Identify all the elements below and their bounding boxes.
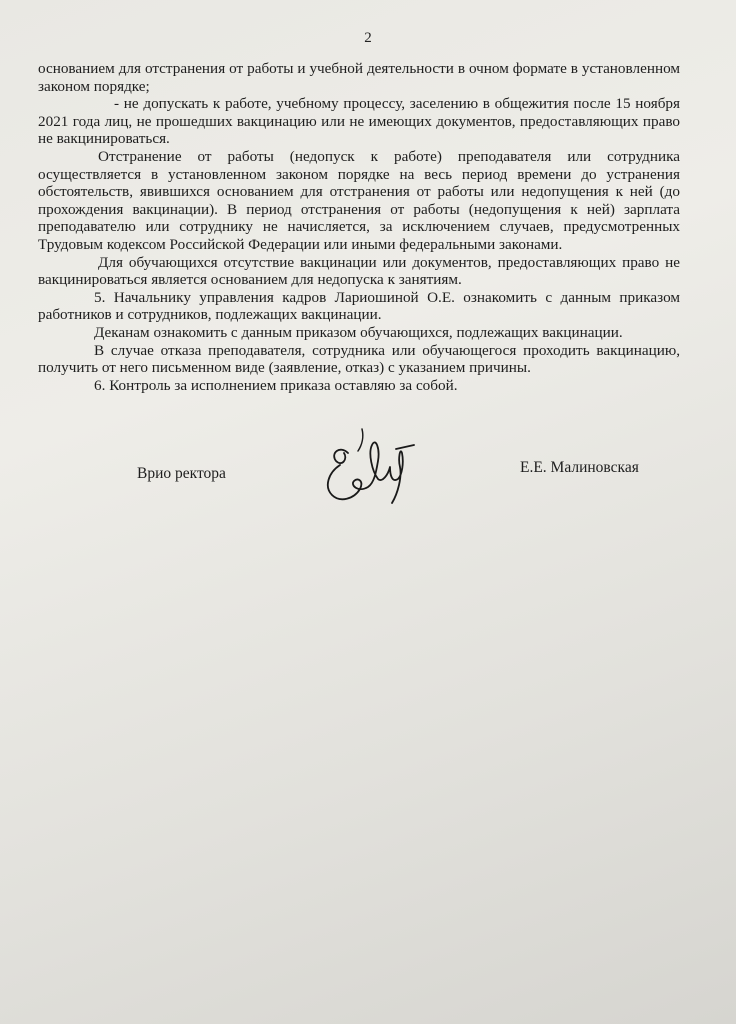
paragraph-deans: Деканам ознакомить с данным приказом обучающихся, подлежащих вакцинации. xyxy=(94,323,623,341)
paragraph-continuation: основанием для отстранения от работы и учебной деятельности в очном формате в установленном законом порядке; xyxy=(38,60,680,95)
paragraph-refusal: В случае отказа преподавателя, сотрудника или обучающегося проходить вакцинацию, получить от него письменном виде (заявление, отказ) с указанием причины. xyxy=(38,341,680,377)
paragraph-dash-item: - не допускать к работе, учебному процессу, заселению в общежития после 15 ноября 2021 года лиц, не прошедших вакцинацию или не имеющих документов, предоставляющих право не вакцинироваться. xyxy=(38,95,680,148)
paragraph-item-5: 5. Начальнику управления кадров Лариошиной О.Е. ознакомить с данным приказом работников и сотрудников, подлежащих вакцинации. xyxy=(38,288,680,324)
page-number: 2 xyxy=(364,30,372,46)
paragraph-suspension: Отстранение от работы (недопуск к работе) преподавателя или сотрудника осуществляется в установленном законом порядке на весь период времени до устранения обстоятельств, явившихся основанием для отстранения от работы или недопущения к ней (до прохождения вакцинации). В период отстранения от работы (недопущения к ней) зарплата преподавателю или сотруднику не начисляется, за исключением случаев, предусмотренных Трудовым кодексом Российской Федерации или иными федеральными законами. xyxy=(38,147,680,253)
signature-block xyxy=(0,455,736,535)
document-body xyxy=(38,60,680,394)
handwritten-signature xyxy=(318,423,422,513)
paragraph-item-6: 6. Контроль за исполнением приказа оставляю за собой. xyxy=(94,376,458,394)
paragraph-students: Для обучающихся отсутствие вакцинации или документов, предоставляющих право не вакцинироваться является основанием для недопуска к занятиям. xyxy=(38,253,680,289)
signatory-role: Врио ректора xyxy=(137,465,226,482)
signatory-name: Е.Е. Малиновская xyxy=(520,459,639,476)
